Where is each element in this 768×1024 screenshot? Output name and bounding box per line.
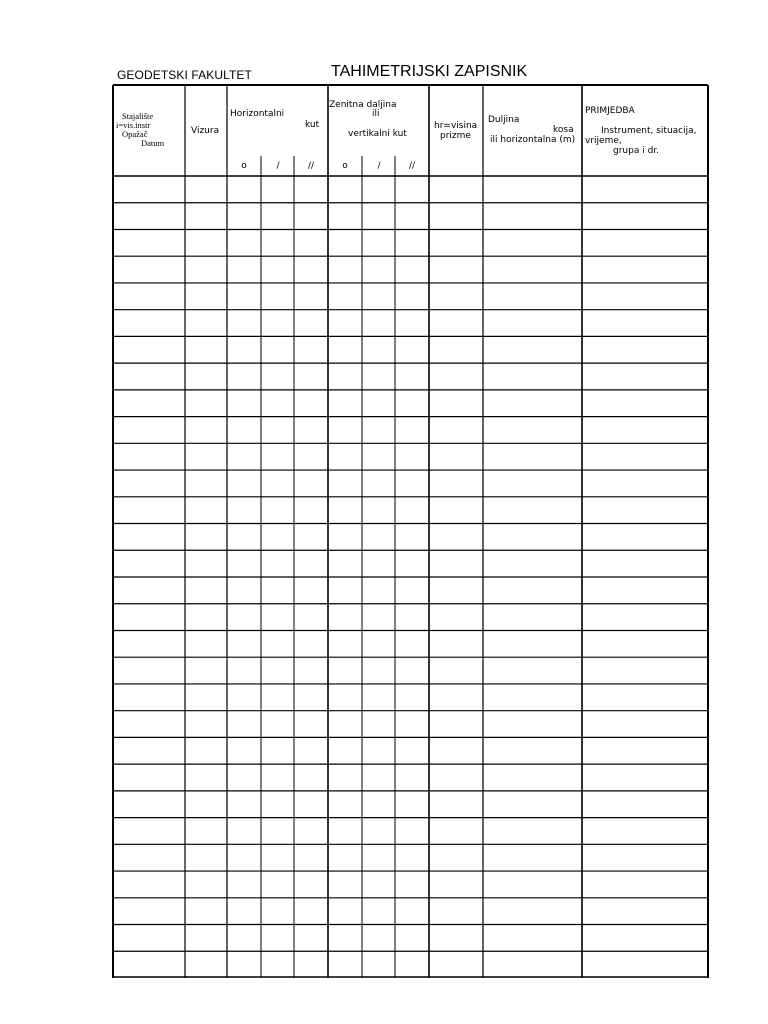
zenith-seconds-label: // — [408, 161, 416, 171]
header-remark: PRIMJEDBA — [585, 106, 635, 116]
horizontal-degrees-label: o — [241, 161, 247, 171]
horizontal-seconds-label: // — [307, 161, 315, 171]
header-zenith-distance: Zenitna daljina — [329, 100, 397, 110]
header-distance-horizontal: ili horizontalna (m) — [490, 135, 576, 145]
faculty-name: GEODETSKI FAKULTET — [117, 68, 252, 82]
header-distance: Duljina — [488, 115, 520, 125]
header-horizontal-angle-kut: kut — [305, 120, 320, 130]
header-observer: Opažač — [122, 129, 148, 139]
header-date: Datum — [141, 138, 165, 148]
header-zenith-or: ili — [372, 109, 380, 119]
header-remark-instrument: Instrument, situacija, — [601, 126, 697, 136]
header-sight: Vizura — [191, 126, 220, 136]
header-prism: prizme — [440, 131, 471, 141]
header-instrument-height: i=vis.instr — [116, 120, 151, 130]
header-vertical-angle: vertikalni kut — [348, 129, 407, 139]
header-prism-height: hr=visina — [434, 121, 478, 131]
header-horizontal-angle: Horizontalni — [230, 109, 285, 119]
table-body — [112, 176, 709, 978]
header-remark-time: vrijeme, — [585, 136, 622, 146]
header-station: Stajalište — [122, 111, 154, 121]
survey-table — [112, 84, 709, 978]
zenith-minutes-label: / — [377, 161, 381, 171]
header-remark-group: grupa i dr. — [613, 146, 660, 156]
form-title: TAHIMETRIJSKI ZAPISNIK — [331, 63, 528, 80]
zenith-degrees-label: o — [342, 161, 348, 171]
header-distance-slope: kosa — [553, 125, 574, 135]
horizontal-minutes-label: / — [276, 161, 280, 171]
